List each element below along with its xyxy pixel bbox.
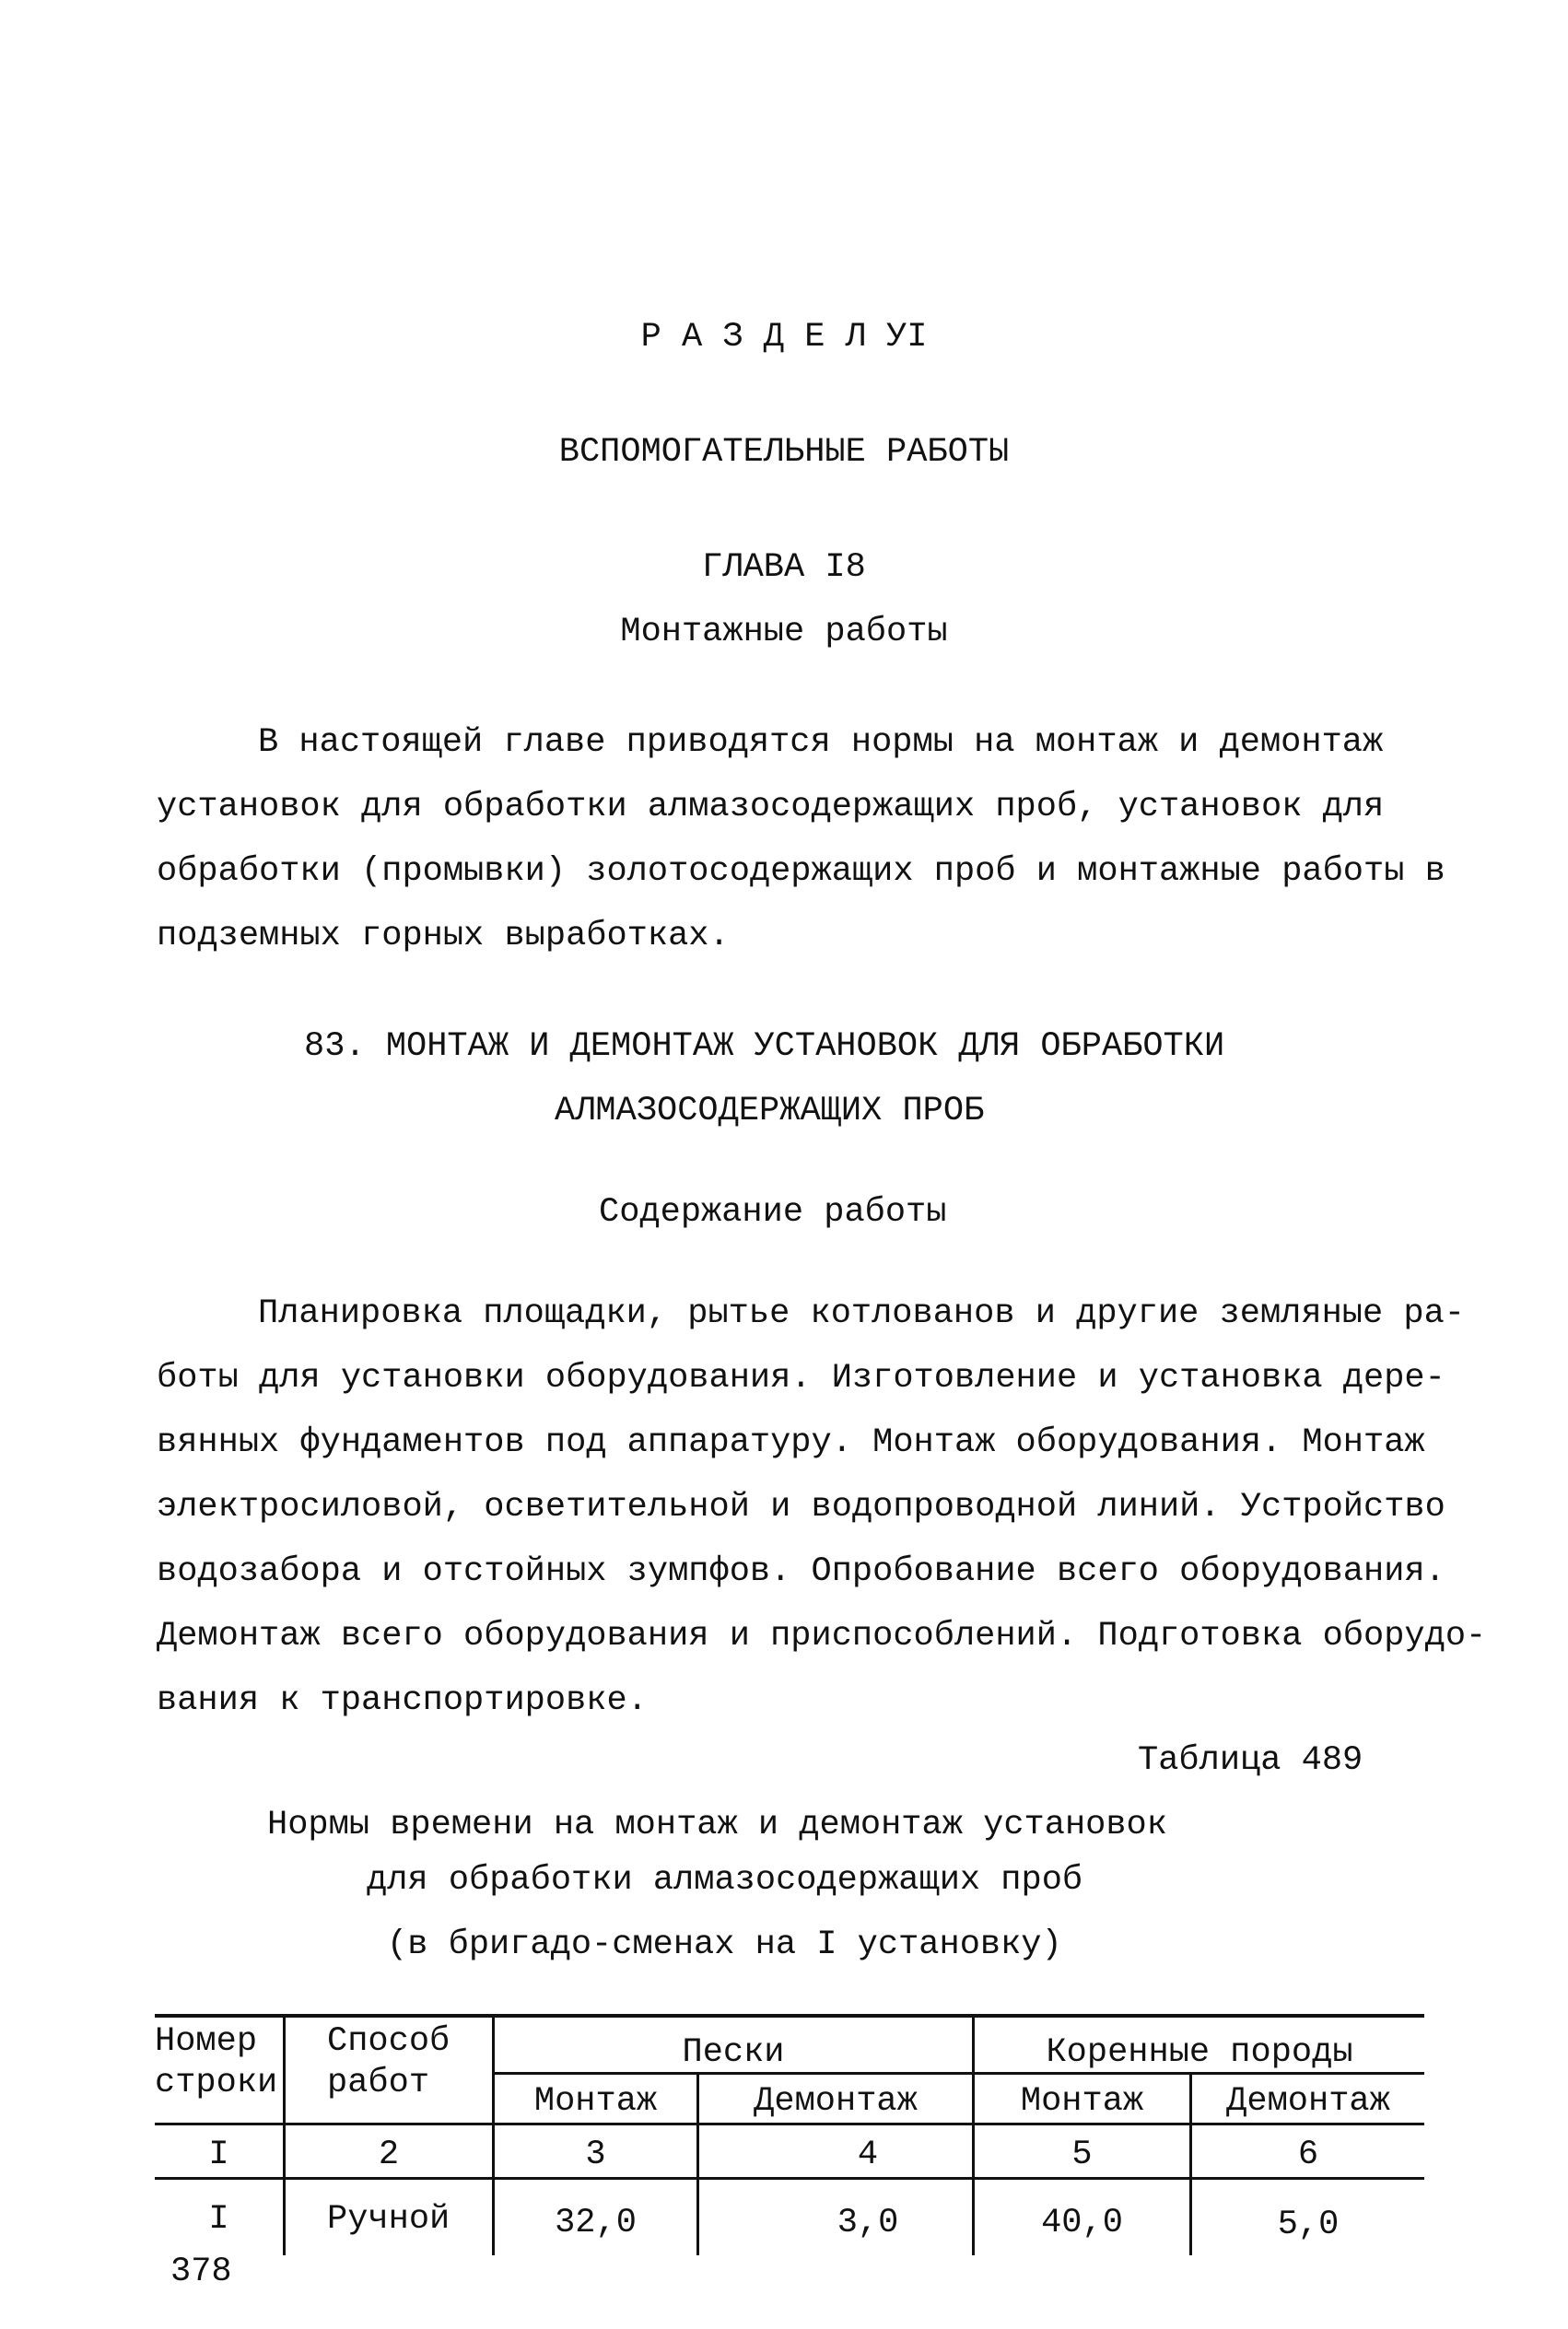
table-group-rule [495,2072,1424,2075]
table-cell: Ручной [327,2200,451,2239]
content-line: Демонтаж всего оборудования и приспособлений. Подготовка оборудо- [157,1617,1487,1656]
chapter-subtitle: Монтажные работы [620,613,948,651]
header-group-sands: Пески [682,2033,785,2072]
header-sub-dismount: Демонтаж [754,2082,918,2121]
intro-line: обработки (промывки) золотосодержащих проб и монтажные работы в [157,852,1445,891]
page-number: 378 [170,2253,232,2291]
column-number: 5 [1071,2136,1093,2174]
header-row-number-l2: строки [155,2064,278,2102]
table-cell: 3,0 [837,2204,899,2242]
table-title-line: для обработки алмазосодержащих проб [367,1861,1083,1900]
intro-line: В настоящей главе приводятся нормы на монтаж и демонтаж [258,723,1384,762]
intro-line: установок для обработки алмазосодержащих проб, установок для [157,788,1385,826]
content-line: боты для установки оборудования. Изготовление и установка дере- [157,1359,1445,1398]
column-number: 2 [378,2136,400,2174]
header-row-number-l1: Номер [155,2022,258,2061]
content-line: Планировка площадки, рытье котлованов и другие земляные ра- [258,1294,1466,1333]
table-cell: 5,0 [1277,2206,1340,2244]
header-sub-dismount: Демонтаж [1226,2082,1390,2121]
header-group-bedrock: Коренные породы [1046,2033,1353,2072]
table-cell: 40,0 [1041,2204,1123,2242]
column-number: 3 [585,2136,606,2174]
table-header-rule [155,2123,1424,2125]
section-title: Р А З Д Е Л УI [640,318,928,357]
table-cell: I [208,2200,229,2239]
content-line: водозабора и отстойных зумпфов. Опробование всего оборудования. [157,1552,1445,1591]
content-line: вянных фундаментов под аппаратуру. Монтаж оборудования. Монтаж [157,1423,1425,1462]
paragraph-heading: АЛМАЗОСОДЕРЖАЩИХ ПРОБ [555,1092,985,1130]
table-title-line: Нормы времени на монтаж и демонтаж установок [267,1806,1167,1844]
content-line: электросиловой, осветительной и водопроводной линий. Устройство [157,1488,1445,1527]
paragraph-heading: 83. МОНТАЖ И ДЕМОНТАЖ УСТАНОВОК ДЛЯ ОБРАБОТКИ [304,1027,1225,1066]
content-heading: Содержание работы [599,1193,947,1232]
table-top-rule [155,2014,1424,2018]
table-title-line: (в бригадо-сменах на I установку) [387,1925,1062,1964]
table-number-rule [155,2177,1424,2180]
table-cell: 32,0 [555,2204,637,2242]
intro-line: подземных горных выработках. [157,917,730,955]
column-number: 6 [1297,2136,1319,2174]
header-sub-mount: Монтаж [1020,2082,1144,2121]
section-subtitle: ВСПОМОГАТЕЛЬНЫЕ РАБОТЫ [558,433,1010,472]
column-number: 4 [857,2136,879,2174]
header-method-l1: Способ [327,2022,451,2061]
header-sub-mount: Монтаж [533,2082,658,2121]
content-line: вания к транспортировке. [157,1681,648,1720]
column-number: I [208,2136,229,2174]
table-label: Таблица 489 [1138,1741,1363,1780]
header-method-l2: работ [327,2064,430,2102]
chapter-title: ГЛАВА I8 [702,548,866,587]
